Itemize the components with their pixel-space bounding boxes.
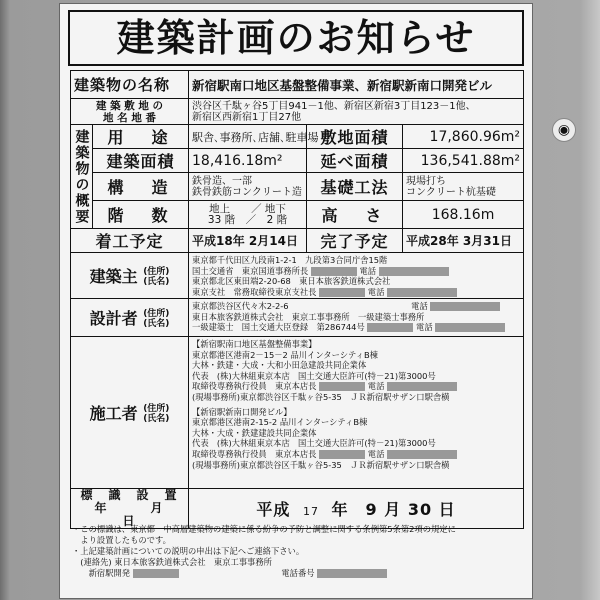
site-area-label: 敷地面積: [307, 125, 403, 149]
owner-tel-label-2: 電話: [367, 286, 385, 297]
builder-b1-line-5: [192, 381, 520, 392]
owner-line-2-text: 国土交通省 東京国道事務所長: [192, 265, 309, 276]
builder-b1-line-4-text: 代表 (株)大林組東京本店 国土交通大臣許可(特－21)第3000号: [192, 370, 436, 381]
start-value: 平成18年 2月14日: [189, 229, 307, 253]
building-plan-table: [70, 70, 524, 529]
builder-b1-line-6-text: (現場事務所)東京都渋谷区千駄ヶ谷5-35 ＪＲ新宿駅サザン口駅舎横: [192, 391, 450, 402]
redacted-block: [435, 323, 505, 332]
note-phone-label: 電話番号: [281, 568, 315, 578]
builder-b2-line-2-text: 東京都港区港南2-15-2 品川インターシティB棟: [192, 417, 368, 428]
designer-sublabels: [143, 309, 169, 329]
height-value: 168.16m: [403, 201, 524, 229]
redacted-block: [387, 288, 457, 297]
note-line-3: ・上記建築計画についての説明の申出は下記へご連絡下さい。: [72, 546, 305, 556]
posting-label-line1: 標 識 設 置: [80, 488, 179, 502]
builder-details: [189, 337, 524, 489]
note-line-1: ・この標識は、東京都 中高層建築物の建築に係る紛争の予防と調整に関する条例第5条第2項の規定に: [72, 524, 456, 534]
owner-line-4-text: 東京支社 常務取締役東京支社長: [192, 286, 317, 297]
posting-year: 17: [302, 505, 319, 518]
site-address-label: [71, 99, 189, 125]
designer-tel-label: 電話: [411, 301, 428, 311]
owner-sublabels: [143, 267, 169, 287]
redacted-block: [317, 569, 387, 578]
eye-icon: ◉: [552, 118, 576, 142]
building-area-label: 建築面積: [93, 149, 189, 173]
site-address-label-line2: 地 名 地 番: [103, 111, 156, 124]
builder-sub-address: (住所): [143, 404, 170, 415]
posting-month-day: 年 9 月 30 日: [331, 500, 456, 519]
owner-sub-address: (住所): [143, 267, 170, 278]
note-line-5: [72, 568, 522, 579]
building-area-value: 18,416.18m²: [189, 149, 307, 173]
redacted-block: [430, 302, 500, 311]
end-value: 平成28年 3月31日: [403, 229, 524, 253]
note-line-4: [72, 557, 522, 568]
redacted-block: [319, 450, 365, 459]
builder-b1-line-1-text: 【新宿駅南口地区基盤整備事業】: [192, 339, 317, 349]
notes: [72, 524, 522, 579]
site-address-value: [189, 99, 524, 125]
owner-line-2: [192, 266, 520, 277]
builder-b2-line-6: [192, 460, 520, 471]
floors-value: [189, 201, 307, 229]
builder-b2-line-5: [192, 449, 520, 460]
owner-line-3-text: 東京都北区東田端2-20-68 東日本旅客鉄道株式会社: [192, 276, 391, 287]
site-address-value-line1: 渋谷区千駄ヶ谷5丁目941－1他、新宿区新宿3丁目123－1他、: [192, 100, 476, 112]
builder-label-cell: [71, 337, 189, 489]
designer-line-3: [192, 322, 520, 333]
builder-sub-name: (氏名): [143, 414, 170, 425]
posting-label: [71, 488, 207, 529]
structure-value-line1: 鉄骨造、一部: [192, 175, 253, 187]
designer-line-2-text: 東日本旅客鉄道株式会社 東京工事事務所 一級建築士事務所: [192, 311, 425, 322]
floor-area-value: 136,541.88m²: [403, 149, 524, 173]
foundation-label: 基礎工法: [307, 173, 403, 201]
note-line-4-text: (連絡先) 東日本旅客鉄道株式会社 東京工事事務所: [72, 557, 272, 567]
structure-value-line2: 鉄骨鉄筋コンクリート造: [192, 186, 302, 198]
end-label: 完了予定: [307, 229, 403, 253]
owner-line-1-text: 東京都千代田区九段南1-2-1 九段第3合同庁舎15階: [192, 255, 388, 265]
redacted-block: [133, 569, 179, 578]
owner-line-3: [192, 276, 520, 287]
posting-era: 平成: [256, 500, 291, 519]
structure-value: [189, 173, 307, 201]
redacted-block: [379, 267, 449, 276]
site-area-value: 17,860.96m²: [403, 125, 524, 149]
designer-details: [189, 299, 524, 337]
floors-value-line2: 33 階 ／ 2 階: [207, 213, 288, 226]
builder-b2-line-3: [192, 428, 520, 439]
builder-b2-line-4-text: 代表 (株)大林組東京本店 国土交通大臣許可(特－21)第3000号: [192, 438, 436, 449]
use-label: 用 途: [93, 125, 189, 149]
start-label: 着工予定: [71, 229, 189, 253]
redacted-block: [319, 382, 365, 391]
designer-sub-name: (氏名): [143, 319, 170, 330]
foundation-value-line2: コンクリート杭基礎: [406, 186, 496, 198]
designer-line-3-text: 一級建築士 国土交通大臣登録 第286744号: [192, 322, 365, 333]
owner-details: [189, 253, 524, 299]
builder-b1-line-1: [192, 339, 520, 350]
designer-tel-label-2: 電話: [416, 322, 433, 333]
owner-label: 建築主: [89, 266, 138, 286]
building-name-value: 新宿駅南口地区基盤整備事業、新宿駅新南口開発ビル: [189, 71, 524, 99]
floors-value-line1: 地上 ／ 地下: [209, 202, 286, 215]
owner-sub-name: (氏名): [143, 277, 170, 288]
redacted-block: [311, 267, 357, 276]
builder-b2-line-4: [192, 438, 520, 449]
site-address-label-line1: 建 築 敷 地 の: [95, 99, 164, 112]
notice-board: [60, 4, 532, 598]
foundation-value: [403, 173, 524, 201]
builder-b2-line-3-text: 大林・大成・鉄建建設共同企業体: [192, 427, 317, 438]
builder-b2-line-1-text: 【新宿駅新南口開発ビル】: [192, 406, 292, 417]
builder-b2-line-1: [192, 407, 520, 418]
designer-sub-address: (住所): [143, 309, 170, 320]
site-address-value-line2: 新宿区西新宿1丁目27他: [192, 111, 302, 123]
builder-b1-line-3: [192, 360, 520, 371]
owner-tel-label: 電話: [359, 265, 377, 276]
builder-b1-line-5-text: 取締役専務執行役員 東京本店長: [192, 381, 317, 392]
builder-b1-line-2-text: 東京都港区港南2－15－2 品川インターシティB棟: [192, 349, 378, 360]
floor-area-label: 延べ面積: [307, 149, 403, 173]
designer-label: 設計者: [89, 308, 138, 328]
builder-b1-line-2: [192, 350, 520, 361]
note-line-5-text: 新宿駅開発: [72, 568, 131, 578]
builder-b1-line-3-text: 大林・鉄建・大成・大和小田急建設共同企業体: [192, 360, 367, 371]
builder-b1-line-4: [192, 371, 520, 382]
note-line-2: より設置したものです。: [72, 535, 171, 545]
builder-tel-label: 電話: [367, 381, 385, 392]
owner-line-1: [192, 255, 520, 266]
designer-line-2: [192, 312, 520, 323]
owner-label-cell: [71, 253, 189, 299]
posting-date: [189, 489, 524, 529]
redacted-block: [319, 288, 365, 297]
builder-sublabels: [143, 404, 169, 424]
owner-line-4: [192, 287, 520, 298]
redacted-block: [387, 450, 457, 459]
overview-label: 建築物の概要: [71, 125, 93, 229]
foundation-value-line1: 現場打ち: [406, 175, 447, 187]
redacted-block: [387, 382, 457, 391]
builder-tel-label-2: 電話: [367, 448, 385, 459]
structure-label: 構 造: [93, 173, 189, 201]
designer-line-1: [192, 301, 520, 312]
notice-title: 建築計画のお知らせ: [68, 10, 524, 66]
floors-label: 階 数: [93, 201, 189, 229]
posting-label-line2: 年 月 日: [94, 501, 207, 528]
builder-b1-line-6: [192, 392, 520, 403]
designer-label-cell: [71, 299, 189, 337]
builder-label: 施工者: [89, 403, 138, 423]
building-name-label: 建築物の名称: [71, 71, 189, 99]
designer-line-1-text: 東京都渋谷区代々木2-2-6: [192, 301, 289, 311]
redacted-block: [367, 323, 413, 332]
builder-b2-line-6-text: (現場事務所)東京都渋谷区千駄ヶ谷5-35 ＪＲ新宿駅サザン口駅舎横: [192, 459, 450, 470]
builder-b2-line-5-text: 取締役専務執行役員 東京本店長: [192, 448, 317, 459]
builder-b2-line-2: [192, 417, 520, 428]
use-value: 駅舎､事務所､店舗､駐車場: [189, 125, 307, 149]
height-label: 高 さ: [307, 201, 403, 229]
